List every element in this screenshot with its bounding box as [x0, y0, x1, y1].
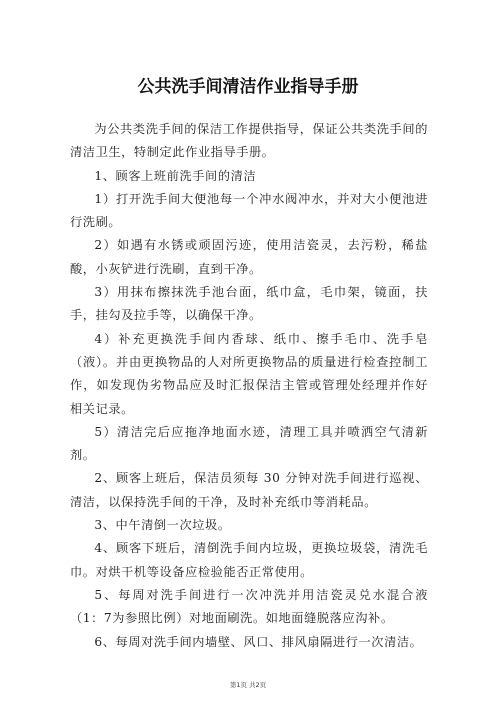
paragraph-section-1: 1、顾客上班前洗手间的清洁 — [94, 168, 257, 183]
paragraph-intro: 为公共类洗手间的保洁工作提供指导，保证公共类洗手间的清洁卫生，特制定此作业指导手册。 — [70, 122, 428, 160]
document-title: 公共洗手间清洁作业指导手册 — [137, 77, 359, 97]
page-footer: 第1页 共2页 — [229, 681, 267, 689]
document-body — [70, 118, 428, 654]
paragraph-section-5: 5、每周对洗手间进行一次冲洗并用洁瓷灵兑水混合液（1：7为参照比例）对地面刷洗。如地面缝脱落应沟补。 — [70, 587, 428, 626]
paragraph-section-6: 6、每周对洗手间内墙壁、风口、排风扇隔进行一次清洁。 — [94, 634, 423, 649]
paragraph-step-5: 5）清洁完后应拖净地面水迹，清理工具并喷洒空气清新剂。 — [70, 424, 428, 463]
paragraph-section-2: 2、顾客上班后，保洁员须每 30 分钟对洗手间进行巡视、清洁，以保持洗手间的干净，及时补充纸巾等消耗品。 — [70, 471, 428, 509]
paragraph-section-4: 4、顾客下班后，清倒洗手间内垃圾，更换垃圾袋，清洗毛巾。对烘干机等设备应检验能否正常使用。 — [70, 541, 428, 579]
paragraph-section-3: 3、中午清倒一次垃圾。 — [94, 518, 231, 533]
paragraph-step-3: 3）用抹布擦抹洗手池台面，纸巾盒，毛巾架，镜面，扶手，挂勾及拉手等，以确保干净。 — [70, 285, 428, 323]
paragraph-step-1: 1）打开洗手间大便池每一个冲水阀冲水，并对大小便池进行洗刷。 — [70, 191, 428, 230]
paragraph-step-2: 2）如遇有水锈或顽固污迹，使用洁瓷灵，去污粉，稀盐酸，小灰铲进行洗刷，直到干净。 — [70, 238, 428, 276]
paragraph-step-4: 4）补充更换洗手间内香球、纸巾、擦手毛巾、洗手皂（液）。并由更换物品的人对所更换物品的质量进行检查控制工作，如发现伪劣物品应及时汇报保洁主管或管理处经理并作好相关记录。 — [70, 331, 428, 416]
